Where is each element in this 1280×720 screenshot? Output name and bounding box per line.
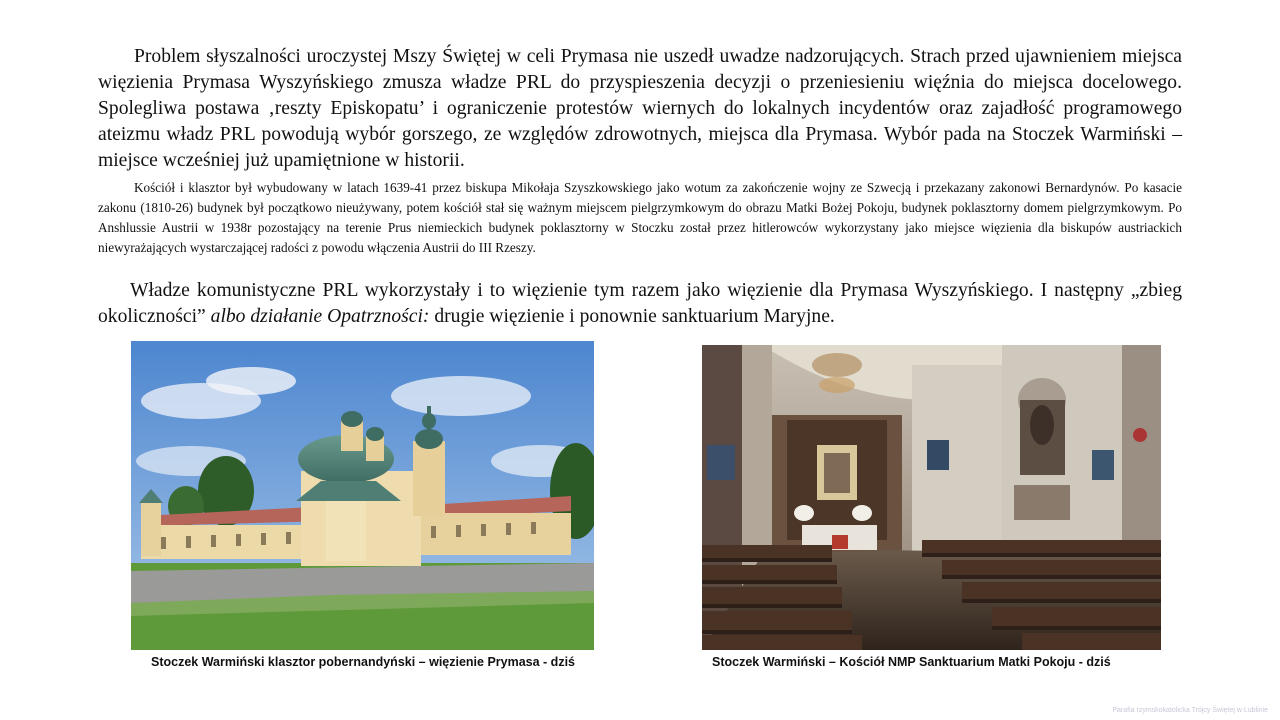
conclusion-text-italic: albo działanie Opatrzności: [210,306,430,327]
monastery-exterior-photo [131,341,594,650]
church-interior-photo [702,345,1161,650]
conclusion-text-start: Władze komunistyczne PRL wykorzystały i to więzienie tym razem jako więzienie dla Prymasa Wyszyńskiego. I następny „zbieg okoliczności” [98,280,1182,327]
paragraph-intro: Problem słyszalności uroczystej Mszy Świętej w celi Prymasa nie uszedł uwadze nadzorujących. Strach przed ujawnieniem miejsca więzienia Prymasa Wyszyńskiego zmusza władze PRL do przyspieszenia decyzji o przeniesieniu więźnia do miejsca docelowego. Spolegliwa postawa ‚reszty Episkopatu’ i ograniczenie protestów wiernych do lokalnych incydentów oraz zajadłość programowego ateizmu władz PRL powodują wybór gorszego, ze względów zdrowotnych, miejsca dla Prymasa. Wybór pada na Stoczek Warmiński – miejsce wcześniej już upamiętnione w historii. [98,46,1182,171]
footer-credit: Parafia rzymskokatolicka Trójcy Świętej w Lublinie [1112,707,1268,714]
right-photo-caption: Stoczek Warmiński – Kościół NMP Sanktuarium Matki Pokoju - dziś [712,655,1111,669]
conclusion-text-end: drugie więzienie i ponownie sanktuarium Maryjne. [429,306,835,327]
paragraph-conclusion [98,278,1182,330]
left-photo-caption: Stoczek Warmiński klasztor pobernandyński – więzienie Prymasa - dziś [151,655,575,669]
paragraph-history: Kościół i klasztor był wybudowany w latach 1639-41 przez biskupa Mikołaja Szyszkowskiego jako wotum za zakończenie wojny ze Szwecją i przekazany zakonowi Bernardynów. Po kasacie zakonu (1810-26) budynek był początkowo nieużywany, potem kościół stał się ważnym miejscem pielgrzymkowym do obrazu Matki Bożej Pokoju, budynek poklasztorny domem pielgrzymkowym. Po Anshlussie Austrii w 1938r pozostający na terenie Prus niemieckich budynek poklasztorny w Stoczku został przez hitlerowców wykorzystany jako miejsce więzienia dla biskupów austriackich niewyrażających wystarczającej radości z powodu włączenia Austrii do III Rzeszy. [98,180,1182,255]
